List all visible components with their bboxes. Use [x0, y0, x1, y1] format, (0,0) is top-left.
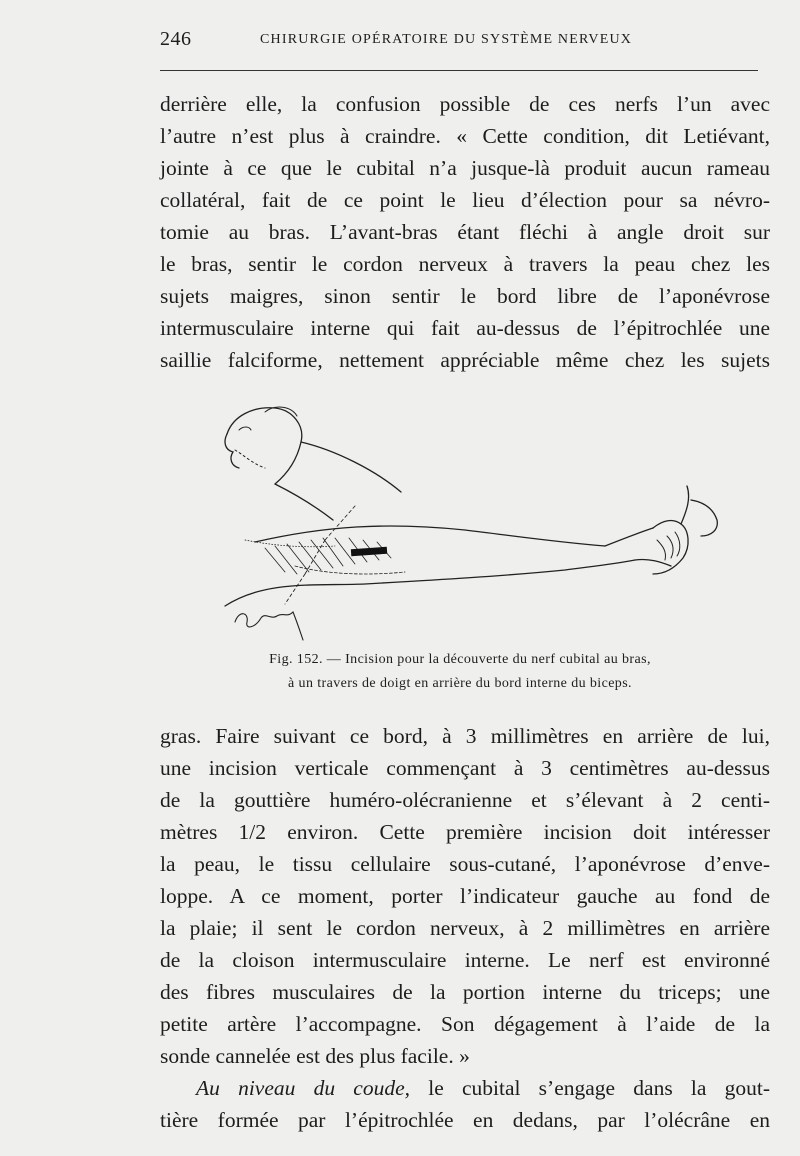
header-rule: [160, 70, 758, 71]
text-line: de la gouttière huméro-olécranienne et s’élevant à 2 centi-: [160, 788, 770, 812]
text-line: petite artère l’accompagne. Son dégagement à l’aide de la: [160, 1012, 770, 1036]
page-header: [160, 28, 758, 56]
text-run: le cubital s’engage dans la gout-: [410, 1076, 770, 1100]
text-line: des fibres musculaires de la portion interne du triceps; une: [160, 980, 770, 1004]
text-line: sujets maigres, sinon sentir le bord libre de l’aponévrose: [160, 284, 770, 308]
text-line: derrière elle, la confusion possible de ces nerfs l’un avec: [160, 92, 770, 116]
text-line: jointe à ce que le cubital n’a jusque-là produit aucun rameau: [160, 156, 770, 180]
final-paragraph-line2: tière formée par l’épitrochlée en dedans, par l’olécrâne en: [160, 1108, 770, 1132]
final-paragraph-line1: [160, 1072, 770, 1104]
text-line: l’autre n’est plus à craindre. « Cette condition, dit Letiévant,: [160, 124, 770, 148]
italic-lead: Au niveau du coude,: [196, 1076, 411, 1100]
arm-incision-illustration: [205, 390, 725, 650]
text-line: gras. Faire suivant ce bord, à 3 millimètres en arrière de lui,: [160, 724, 770, 748]
text-line: de la cloison intermusculaire interne. Le nerf est environné: [160, 948, 770, 972]
figure-illustration: [205, 390, 725, 650]
text-line: loppe. A ce moment, porter l’indicateur gauche au fond de: [160, 884, 770, 908]
text-line: une incision verticale commençant à 3 centimètres au-dessus: [160, 756, 770, 780]
text-line: tomie au bras. L’avant-bras étant fléchi à angle droit sur: [160, 220, 770, 244]
paragraph-bottom: [160, 720, 770, 1136]
text-line: collatéral, fait de ce point le lieu d’élection pour sa névro-: [160, 188, 770, 212]
text-line: la peau, le tissu cellulaire sous-cutané, l’aponévrose d’enve-: [160, 852, 770, 876]
text-line: le bras, sentir le cordon nerveux à travers la peau chez les: [160, 252, 770, 276]
text-line: mètres 1/2 environ. Cette première incision doit intéresser: [160, 820, 770, 844]
figure-caption-line2: à un travers de doigt en arrière du bord interne du biceps.: [288, 676, 632, 691]
running-title: CHIRURGIE OPÉRATOIRE DU SYSTÈME NERVEUX: [260, 32, 633, 47]
text-line: la plaie; il sent le cordon nerveux, à 2 millimètres en arrière: [160, 916, 770, 940]
page-number: 246: [160, 28, 192, 50]
figure-caption-line1: Fig. 152. — Incision pour la découverte du nerf cubital au bras,: [269, 652, 651, 667]
paragraph-top: [160, 88, 770, 376]
text-line: intermusculaire interne qui fait au-dessus de l’épitrochlée une: [160, 316, 770, 340]
text-line: sonde cannelée est des plus facile. »: [160, 1044, 470, 1068]
text-line: saillie falciforme, nettement appréciable même chez les sujets: [160, 348, 770, 372]
